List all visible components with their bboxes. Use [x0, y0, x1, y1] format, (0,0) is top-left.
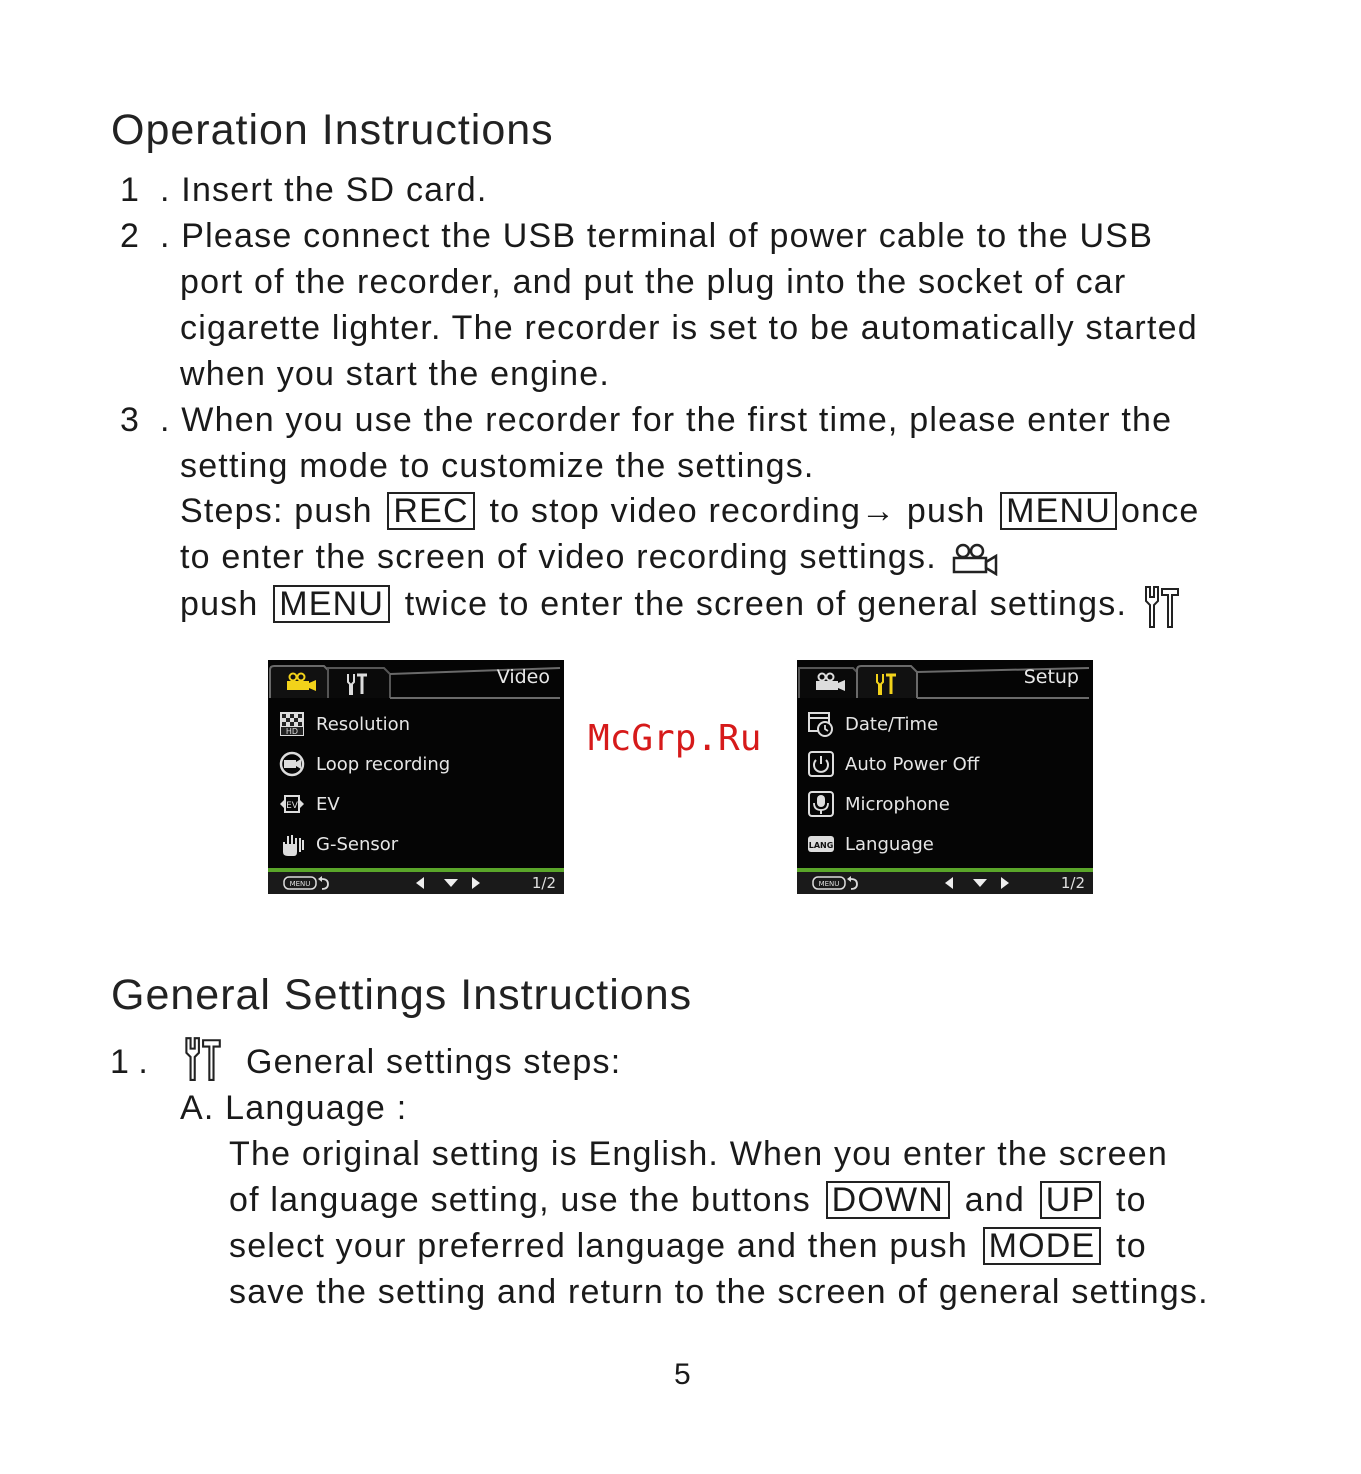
step-3-line-3	[180, 491, 1200, 531]
mode-key: MODE	[983, 1227, 1102, 1265]
video-camera-icon	[948, 542, 1000, 576]
video-settings-text: to enter the screen of video recording settings.	[180, 538, 937, 576]
step-2-number: 2	[120, 217, 139, 255]
steps-mid: to stop video recording→ push	[489, 492, 986, 530]
up-key: UP	[1040, 1181, 1102, 1219]
language-para-2c: to	[1115, 1181, 1147, 1219]
language-para-line-3	[229, 1226, 1147, 1266]
svg-text:LANG: LANG	[808, 841, 834, 850]
menu-item-date-time	[807, 708, 938, 740]
video-screen-title: Video	[496, 666, 550, 688]
down-key: DOWN	[826, 1181, 950, 1219]
menu-item-ev	[278, 788, 340, 820]
language-heading: A. Language :	[180, 1089, 408, 1127]
menu-item-resolution	[278, 708, 410, 740]
tools-icon	[1138, 583, 1182, 629]
step-3-line-2: setting mode to customize the settings.	[180, 447, 815, 485]
general-settings-text: twice to enter the screen of general settings.	[404, 584, 1128, 623]
step-2-line-1: . Please connect the USB terminal of power cable to the USB	[160, 217, 1154, 255]
loop-recording-label: Loop recording	[316, 753, 451, 775]
push-text: push	[180, 584, 259, 623]
ev-icon	[278, 790, 306, 818]
step-3-line-4	[180, 537, 1000, 577]
language-para-3b: to	[1116, 1227, 1147, 1265]
steps-once: once	[1121, 492, 1200, 530]
loop-recording-icon	[278, 750, 306, 778]
language-para-2a: of language setting, use the buttons	[229, 1181, 811, 1219]
step-1-number: 1	[120, 171, 139, 209]
menu-item-g-sensor	[278, 828, 398, 860]
step-3-line-1: . When you use the recorder for the first time, please enter the	[160, 401, 1173, 439]
g-sensor-icon	[278, 830, 306, 858]
page-number: 5	[674, 1358, 691, 1391]
setup-page-indicator: 1/2	[1060, 874, 1085, 892]
menu-item-microphone	[807, 788, 950, 820]
menu-item-loop-recording	[278, 748, 450, 780]
date-time-icon	[807, 710, 835, 738]
watermark: McGrp.Ru	[588, 718, 762, 759]
rec-key: REC	[387, 492, 474, 530]
step-1-text: . Insert the SD card.	[160, 171, 488, 209]
g-sensor-label: G-Sensor	[316, 833, 399, 855]
power-icon	[807, 750, 835, 778]
language-para-line-1: The original setting is English. When you enter the screen	[229, 1135, 1168, 1173]
step-2-line-3: cigarette lighter. The recorder is set to be automatically started	[180, 309, 1198, 347]
svg-text:HD: HD	[285, 727, 299, 736]
general-step-number: 1 .	[110, 1043, 148, 1081]
video-settings-screen	[268, 660, 564, 894]
menu-key: MENU	[1000, 492, 1117, 530]
menu-item-auto-power-off	[807, 748, 979, 780]
video-page-indicator: 1/2	[531, 874, 556, 892]
setup-settings-screen	[797, 660, 1093, 894]
language-para-line-4: save the setting and return to the screen of general settings.	[229, 1273, 1209, 1311]
microphone-label: Microphone	[845, 793, 950, 815]
setup-footer-bar	[797, 868, 1093, 894]
steps-prefix: Steps: push	[180, 492, 373, 530]
language-para-line-2	[229, 1180, 1147, 1220]
svg-text:EV: EV	[286, 801, 298, 811]
date-time-label: Date/Time	[845, 713, 939, 735]
general-tools-icon	[178, 1034, 224, 1082]
step-3-line-5	[180, 583, 1182, 629]
general-step-text: General settings steps:	[246, 1043, 622, 1081]
language-para-2b: and	[964, 1181, 1026, 1219]
resolution-label: Resolution	[316, 713, 411, 735]
setup-screen-title: Setup	[1023, 666, 1079, 688]
ev-label: EV	[316, 793, 340, 815]
video-footer-bar	[268, 868, 564, 894]
language-icon	[807, 830, 835, 858]
language-para-3a: select your preferred language and then push	[229, 1227, 968, 1265]
step-2-line-2: port of the recorder, and put the plug into the socket of car	[180, 263, 1127, 301]
menu-key-2: MENU	[273, 585, 390, 623]
resolution-icon	[278, 710, 306, 738]
svg-text:MENU: MENU	[289, 880, 311, 888]
svg-text:MENU: MENU	[818, 880, 840, 888]
operation-title: Operation Instructions	[111, 106, 554, 154]
step-2-line-4: when you start the engine.	[180, 355, 611, 393]
language-label: Language	[845, 833, 934, 855]
auto-power-off-label: Auto Power Off	[845, 753, 980, 775]
general-settings-title: General Settings Instructions	[111, 971, 693, 1019]
step-3-number: 3	[120, 401, 139, 439]
microphone-icon	[807, 790, 835, 818]
menu-item-language	[807, 828, 934, 860]
